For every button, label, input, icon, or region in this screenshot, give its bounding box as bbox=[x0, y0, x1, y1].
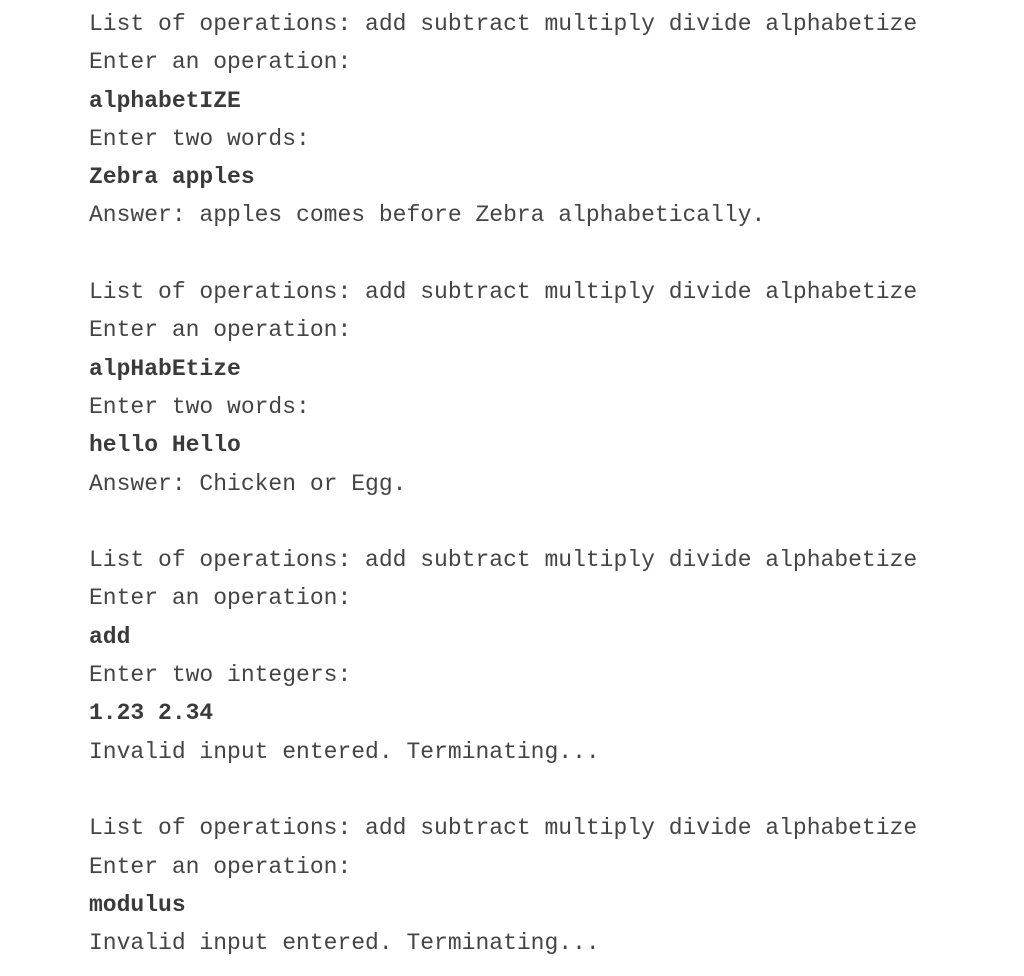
operations-list-line: List of operations: add subtract multiply divide alphabetize bbox=[89, 547, 918, 574]
operations-list-line: List of operations: add subtract multiply divide alphabetize bbox=[89, 279, 918, 306]
operation-prompt: Enter an operation: bbox=[89, 49, 352, 76]
arguments-input: 1.23 2.34 bbox=[89, 700, 214, 727]
console-session bbox=[89, 809, 1009, 962]
result-line: Answer: Chicken or Egg. bbox=[89, 470, 407, 497]
operation-input: modulus bbox=[89, 891, 186, 918]
console-session bbox=[89, 5, 1009, 235]
operation-prompt: Enter an operation: bbox=[89, 585, 352, 612]
session-separator bbox=[89, 235, 1009, 273]
result-line: Answer: apples comes before Zebra alphabetically. bbox=[89, 202, 766, 229]
operation-input: add bbox=[89, 623, 131, 650]
operations-list-line: List of operations: add subtract multiply divide alphabetize bbox=[89, 815, 918, 842]
console-session bbox=[89, 541, 1009, 771]
operation-prompt: Enter an operation: bbox=[89, 853, 352, 880]
result-line: Invalid input entered. Terminating... bbox=[89, 738, 600, 765]
arguments-prompt: Enter two words: bbox=[89, 393, 310, 420]
operations-list-line: List of operations: add subtract multiply divide alphabetize bbox=[89, 11, 918, 37]
console-output bbox=[89, 5, 1009, 962]
console-session bbox=[89, 273, 1009, 503]
session-separator bbox=[89, 771, 1009, 809]
result-line: Invalid input entered. Terminating... bbox=[89, 930, 600, 957]
arguments-prompt: Enter two integers: bbox=[89, 662, 352, 689]
session-separator bbox=[89, 503, 1009, 541]
arguments-input: hello Hello bbox=[89, 432, 241, 459]
operation-input: alphabetIZE bbox=[89, 87, 241, 114]
arguments-prompt: Enter two words: bbox=[89, 125, 310, 152]
arguments-input: Zebra apples bbox=[89, 164, 255, 191]
operation-input: alpHabEtize bbox=[89, 355, 241, 382]
operation-prompt: Enter an operation: bbox=[89, 317, 352, 344]
